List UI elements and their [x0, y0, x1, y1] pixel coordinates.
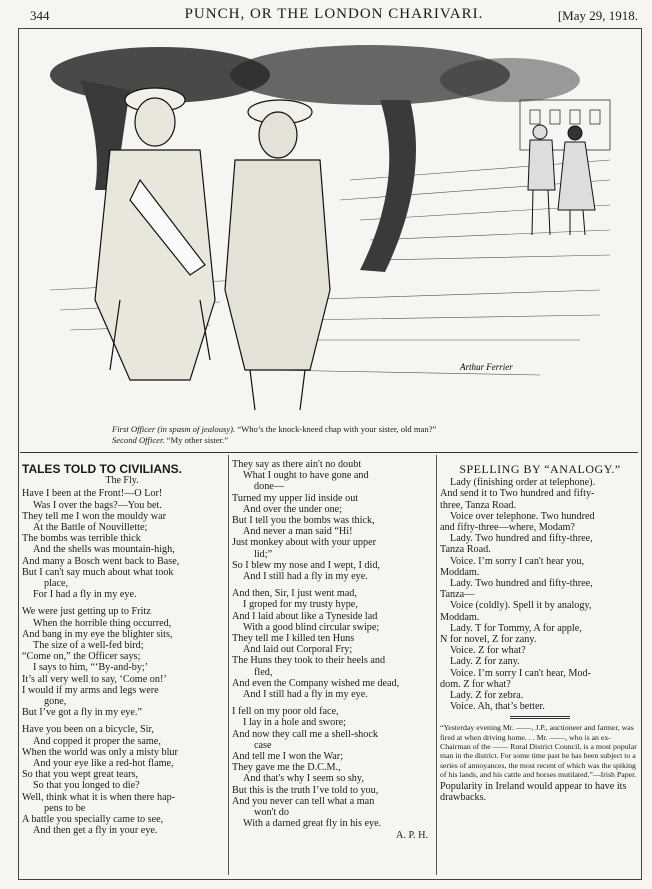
- dialogue-line: and fifty-three—where, Modam?: [440, 522, 575, 534]
- dialogue-line: Voice (coldly). Spell it by analogy,: [450, 600, 592, 612]
- verse-line: Have you been on a bicycle, Sir,: [22, 724, 154, 736]
- verse-line: So that you longed to die?: [33, 780, 140, 792]
- verse-line: won't do: [254, 807, 289, 819]
- author-signature: A. P. H.: [396, 829, 428, 841]
- double-rule: [510, 716, 570, 719]
- verse-line: And I still had a fly in my eye.: [243, 571, 368, 583]
- verse-line: And even the Company wished me dead,: [232, 677, 400, 689]
- verse-line: The size of a well-fed bird;: [33, 640, 144, 652]
- verse-line: But I can't say much about what took: [22, 566, 174, 578]
- verse-line: Well, think what it is when there hap-: [22, 791, 176, 803]
- clipping-comment: Popularity in Ireland would appear to have its drawbacks.: [440, 781, 627, 804]
- verse-line: And copped it proper the same,: [33, 735, 161, 747]
- tales-column-1: [22, 464, 222, 837]
- distant-couple: [528, 125, 595, 235]
- dialogue-line: And send it to Two hundred and fifty-: [440, 488, 595, 500]
- verse-line: So I blew my nose and I wept, I did,: [232, 559, 380, 571]
- verse-line: But this is the truth I’ve told to you,: [232, 784, 379, 796]
- section-divider: [20, 452, 638, 453]
- verse-line: Just monkey about with your upper: [232, 537, 377, 549]
- dialogue-line: three, Tanza Road.: [440, 499, 517, 511]
- newspaper-clipping: “Yesterday evening Mr. ——, J.P., auctioneer and farmer, was fired at when driving home. . . Mr. ——, who is an ex-Chairman of the —— Rural District Council, is a most popular man in the district. For some time past he has been subject to a series of annoyances, the most recent of which was the spiking of his lands, and his cattle and horses mutilated.”—Irish Paper.: [440, 723, 637, 779]
- verse-line: I lay in a hole and swore;: [243, 717, 346, 729]
- verse-line: A battle you specially came to see,: [22, 814, 164, 826]
- verse-line: They gave me the D.C.M.,: [232, 762, 341, 774]
- verse-line: lid;”: [254, 548, 273, 560]
- column-rule: [228, 455, 229, 875]
- verse-line: When the world was only a misty blur: [22, 746, 178, 758]
- verse-line: At the Battle of Nouvillette;: [33, 522, 148, 534]
- column-rule: [436, 455, 437, 875]
- verse-line: And never a man said “Hi!: [243, 526, 353, 538]
- dialogue-line: Lady (finishing order at telephone).: [450, 477, 596, 489]
- verse-line: But I’ve got a fly in my eye.”: [22, 707, 142, 719]
- verse-line: And I laid about like a Tyneside lad: [232, 610, 378, 622]
- dialogue-line: Moddam.: [440, 611, 480, 623]
- verse-line: They tell me I won the mouldy war: [22, 510, 167, 522]
- dialogue-line: Voice. Z for what?: [450, 645, 526, 657]
- verse-line: And many a Bosch went back to Base,: [22, 555, 180, 567]
- verse-line: And the shells was mountain-high,: [33, 544, 175, 556]
- verse-line: It’s all very well to say, ‘Come on!’: [22, 673, 167, 685]
- verse-line: And then get a fly in your eye.: [33, 825, 158, 837]
- verse-line: So that you wept great tears,: [22, 769, 138, 781]
- spelling-column: [440, 464, 640, 804]
- dialogue-line: Tanza—: [440, 589, 475, 601]
- verse-line: And bang in my eye the blighter sits,: [22, 628, 173, 640]
- verse-line: And then, Sir, I just went mad,: [232, 588, 357, 600]
- verse-line: case: [254, 739, 272, 751]
- dialogue-line: dom. Z for what?: [440, 678, 511, 690]
- verse-line: They say as there ain't no doubt: [232, 459, 362, 470]
- spelling-dialogue: [440, 477, 640, 712]
- verse-line: place,: [44, 578, 69, 590]
- dialogue-line: Voice. I’m sorry I can't hear you,: [450, 555, 585, 567]
- verse-line: “Come on,” the Officer says;: [22, 651, 141, 663]
- spelling-title: SPELLING BY “ANALOGY.”: [459, 462, 621, 476]
- verse-line: And that's why I seem so shy,: [243, 773, 364, 785]
- page-header: [30, 6, 638, 26]
- verse-line: And tell me I won the War;: [232, 751, 344, 763]
- verse-line: And over the under one;: [243, 503, 343, 515]
- tales-verse-part-1: [22, 488, 222, 836]
- dialogue-line: Lady. Two hundred and fifty-three,: [450, 578, 593, 590]
- second-officer-figure: [225, 100, 330, 410]
- verse-line: The bombs was terrible thick: [22, 533, 141, 545]
- verse-line: Was I over the bags?—You bet.: [33, 499, 162, 511]
- verse-line: I fell on my poor old face,: [232, 706, 339, 718]
- verse-line: done—: [254, 481, 284, 493]
- cartoon-caption: [112, 424, 602, 446]
- dialogue-line: Lady. T for Tommy, A for apple,: [450, 622, 582, 634]
- verse-line: I groped for my trusty hype,: [243, 599, 358, 611]
- verse-line: I says to him, “‘By-and-by;’: [33, 662, 149, 674]
- page-number: 344: [30, 8, 50, 23]
- verse-line: And laid out Corporal Fry;: [243, 644, 353, 656]
- dialogue-line: N for novel, Z for zany.: [440, 634, 537, 646]
- verse-line: We were just getting up to Fritz: [22, 606, 151, 618]
- dialogue-line: Moddam.: [440, 566, 480, 578]
- verse-line: pens to be: [44, 802, 86, 814]
- issue-date: [May 29, 1918.: [557, 8, 638, 23]
- dialogue-line: Tanza Road.: [440, 544, 491, 556]
- verse-line: The Huns they took to their heels and: [232, 655, 386, 667]
- verse-line: gone,: [44, 696, 67, 708]
- tales-verse-part-2: [232, 459, 432, 830]
- publication-title: PUNCH, OR THE LONDON CHARIVARI.: [184, 6, 484, 22]
- verse-line: Turned my upper lid inside out: [232, 492, 359, 504]
- tales-title: TALES TOLD TO CIVILIANS.: [22, 462, 183, 476]
- verse-line: For I had a fly in my eye.: [33, 589, 137, 601]
- verse-line: When the horrible thing occurred,: [33, 617, 172, 629]
- caption-speaker-first: First Officer (in spasm of jealousy).: [112, 424, 236, 434]
- verse-line: With a darned great fly in his eye.: [243, 818, 382, 830]
- dialogue-line: Voice. I’m sorry I can't hear, Mod-: [450, 667, 591, 679]
- artist-signature: Arthur Ferrier: [460, 362, 513, 372]
- verse-line: And your eye like a red-hot flame,: [33, 758, 174, 770]
- verse-line: What I ought to have gone and: [243, 470, 369, 482]
- tales-column-2: [232, 459, 432, 841]
- dialogue-line: Voice over telephone. Two hundred: [450, 510, 595, 522]
- verse-line: And you never can tell what a man: [232, 795, 375, 807]
- verse-line: But I tell you the bombs was thick,: [232, 515, 375, 527]
- dialogue-line: Lady. Two hundred and fifty-three,: [450, 533, 593, 545]
- verse-line: And now they call me a shell-shock: [232, 728, 378, 740]
- verse-line: They tell me I killed ten Huns: [232, 633, 355, 645]
- dialogue-line: Voice. Ah, that’s better.: [450, 701, 545, 713]
- caption-line-first: “Who’s the knock-kneed chap with your sister, old man?”: [237, 424, 437, 434]
- dialogue-line: Lady. Z for zany.: [450, 656, 520, 668]
- cartoon-illustration: [40, 40, 620, 420]
- tales-subtitle: The Fly.: [105, 475, 139, 487]
- caption-line-second: “My other sister.”: [166, 435, 229, 445]
- verse-line: I would if my arms and legs were: [22, 684, 159, 696]
- dialogue-line: Lady. Z for zebra.: [450, 690, 524, 702]
- caption-speaker-second: Second Officer.: [112, 435, 165, 445]
- verse-line: And I still had a fly in my eye.: [243, 689, 368, 701]
- verse-line: fled,: [254, 666, 273, 678]
- verse-line: Have I been at the Front!—O Lor!: [22, 488, 163, 500]
- verse-line: With a good blind circular swipe;: [243, 621, 380, 633]
